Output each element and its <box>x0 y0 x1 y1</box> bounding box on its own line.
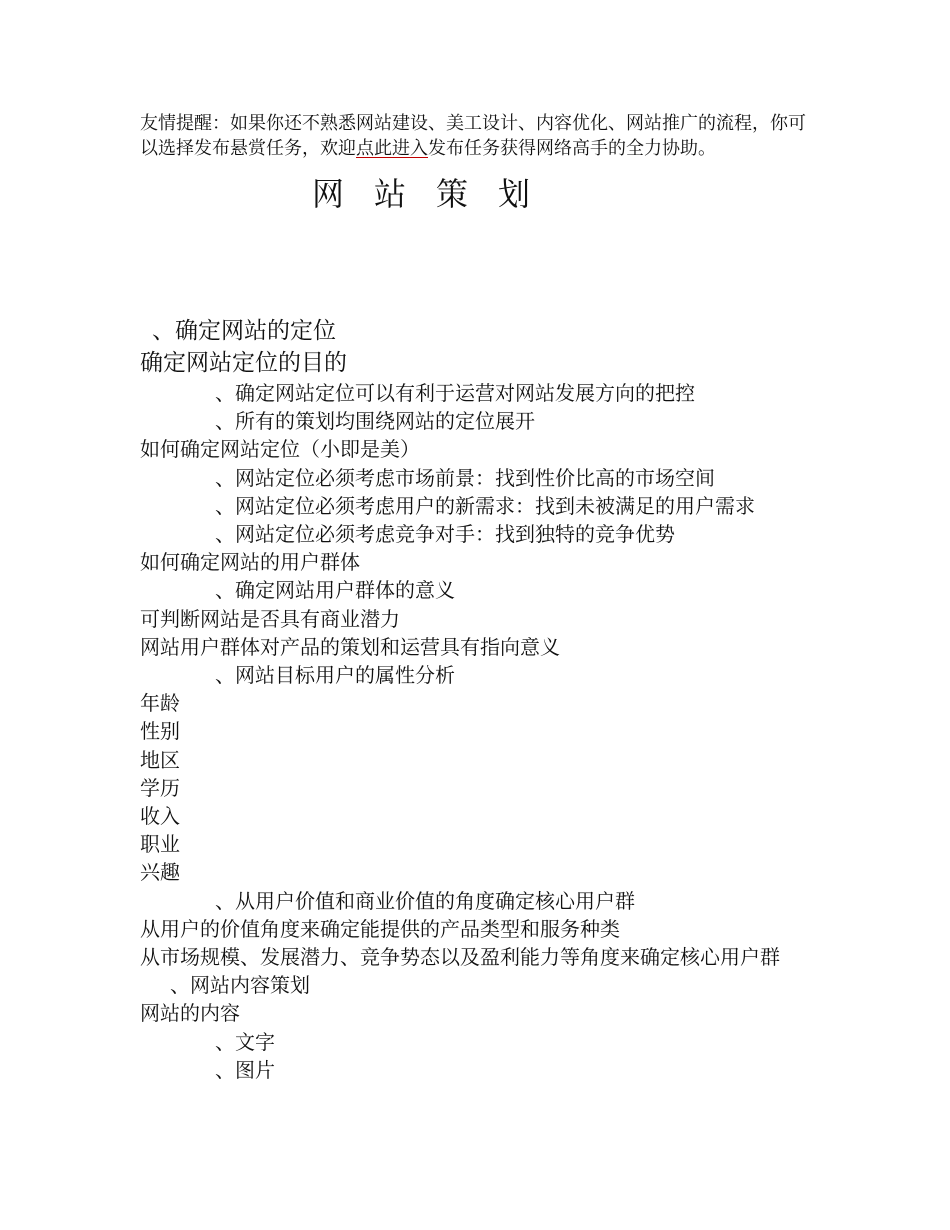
paragraph-line: 网站用户群体对产品的策划和运营具有指向意义 <box>140 634 560 659</box>
section-heading: 、网站内容策划 <box>170 973 310 998</box>
notice-text-end: 发布任务获得网络高手的全力协助。 <box>428 138 716 159</box>
attribute-item: 职业 <box>140 832 180 857</box>
section-heading: 、确定网站的定位 <box>152 318 336 344</box>
list-item: 、网站定位必须考虑市场前景：找到性价比高的市场空间 <box>215 465 715 490</box>
list-item: 、图片 <box>215 1057 275 1082</box>
paragraph-line: 可判断网站是否具有商业潜力 <box>140 606 400 631</box>
subsection-heading: 如何确定网站的用户群体 <box>140 550 360 575</box>
paragraph-line: 从市场规模、发展潜力、竞争势态以及盈利能力等角度来确定核心用户群 <box>140 945 780 970</box>
attribute-item: 收入 <box>140 804 180 829</box>
list-item: 、确定网站定位可以有利于运营对网站发展方向的把控 <box>215 381 695 405</box>
list-item: 、确定网站用户群体的意义 <box>215 578 455 603</box>
attribute-item: 地区 <box>140 747 180 772</box>
subsection-heading: 网站的内容 <box>140 1001 240 1026</box>
subsection-heading: 如何确定网站定位（小即是美） <box>140 437 420 462</box>
subsection-heading: 确定网站定位的目的 <box>140 350 347 376</box>
document-title: 网站策划 <box>312 175 561 213</box>
list-item: 、网站定位必须考虑用户的新需求：找到未被满足的用户需求 <box>215 493 755 518</box>
list-item: 、网站定位必须考虑竞争对手：找到独特的竞争优势 <box>215 522 675 547</box>
list-item: 、文字 <box>215 1029 275 1054</box>
document-body <box>140 315 830 1084</box>
attribute-item: 学历 <box>140 775 180 800</box>
reminder-notice <box>140 111 820 161</box>
enter-here-link[interactable]: 点此进入 <box>356 138 428 159</box>
notice-text: 友情提醒：如果你还不熟悉网站建设、美工设计、内容优化、网站推广的流程，你可以选择发布悬赏任务，欢迎 <box>140 113 806 159</box>
attribute-item: 兴趣 <box>140 860 180 885</box>
list-item: 、网站目标用户的属性分析 <box>215 663 455 688</box>
paragraph-line: 从用户的价值角度来确定能提供的产品类型和服务种类 <box>140 916 620 941</box>
list-item: 、从用户价值和商业价值的角度确定核心用户群 <box>215 888 635 913</box>
attribute-item: 性别 <box>140 719 180 744</box>
list-item: 、所有的策划均围绕网站的定位展开 <box>215 409 535 434</box>
attribute-item: 年龄 <box>140 691 180 716</box>
